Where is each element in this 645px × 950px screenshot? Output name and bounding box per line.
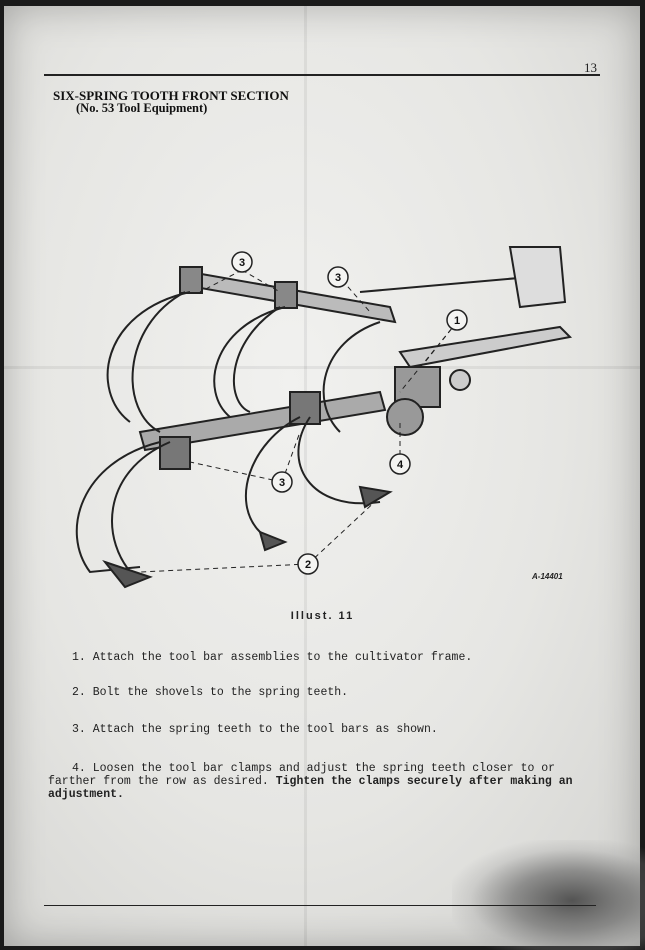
instruction-step: [72, 686, 612, 699]
callout-label: 3: [278, 477, 286, 489]
callout-label: 1: [453, 315, 461, 327]
shovel: [105, 562, 150, 587]
clamp: [180, 267, 202, 293]
frame-beam: [400, 327, 570, 367]
spring-tooth: [214, 307, 285, 417]
instruction-step: [72, 651, 612, 664]
callout-label: 2: [304, 559, 312, 571]
spring-tooth: [108, 292, 190, 422]
leader-line: [308, 497, 380, 564]
callout-label: 3: [238, 257, 246, 269]
step-text: 2. Bolt the shovels to the spring teeth.: [72, 686, 349, 699]
figure-caption: Illust. 11: [290, 610, 355, 622]
callout-label: 3: [334, 272, 342, 284]
clamp: [160, 437, 190, 469]
leader-line: [140, 564, 308, 572]
callout-label: 4: [396, 459, 404, 471]
water-stain: [452, 840, 645, 950]
frame-bracket: [510, 247, 565, 307]
shovel: [360, 487, 390, 507]
step-text: 3. Attach the spring teeth to the tool bars as shown.: [72, 723, 438, 736]
leader-line: [190, 462, 282, 482]
bottom-rule: [44, 905, 596, 906]
shovel: [260, 532, 285, 550]
page-number: 13: [584, 60, 597, 75]
step-emphasis: Tighten the clamps securely after making an adjustment.: [48, 775, 573, 801]
step-text: 1. Attach the tool bar assemblies to the cultivator frame.: [72, 651, 473, 664]
knob: [450, 370, 470, 390]
instruction-step: [72, 723, 612, 736]
instruction-step: [48, 762, 608, 801]
spring-tooth: [234, 307, 280, 412]
section-subtitle: (No. 53 Tool Equipment): [76, 101, 208, 115]
clamp: [275, 282, 297, 308]
gear: [387, 399, 423, 435]
spring-tooth-illustration: [60, 232, 600, 602]
top-rule: [44, 74, 600, 76]
step-text: 4. Loosen the tool bar clamps and adjust the spring teeth closer to or farther from the row as desired.: [48, 762, 556, 788]
section-title: SIX-SPRING TOOTH FRONT SECTION: [53, 88, 289, 103]
figure-id: A-14401: [532, 572, 563, 581]
